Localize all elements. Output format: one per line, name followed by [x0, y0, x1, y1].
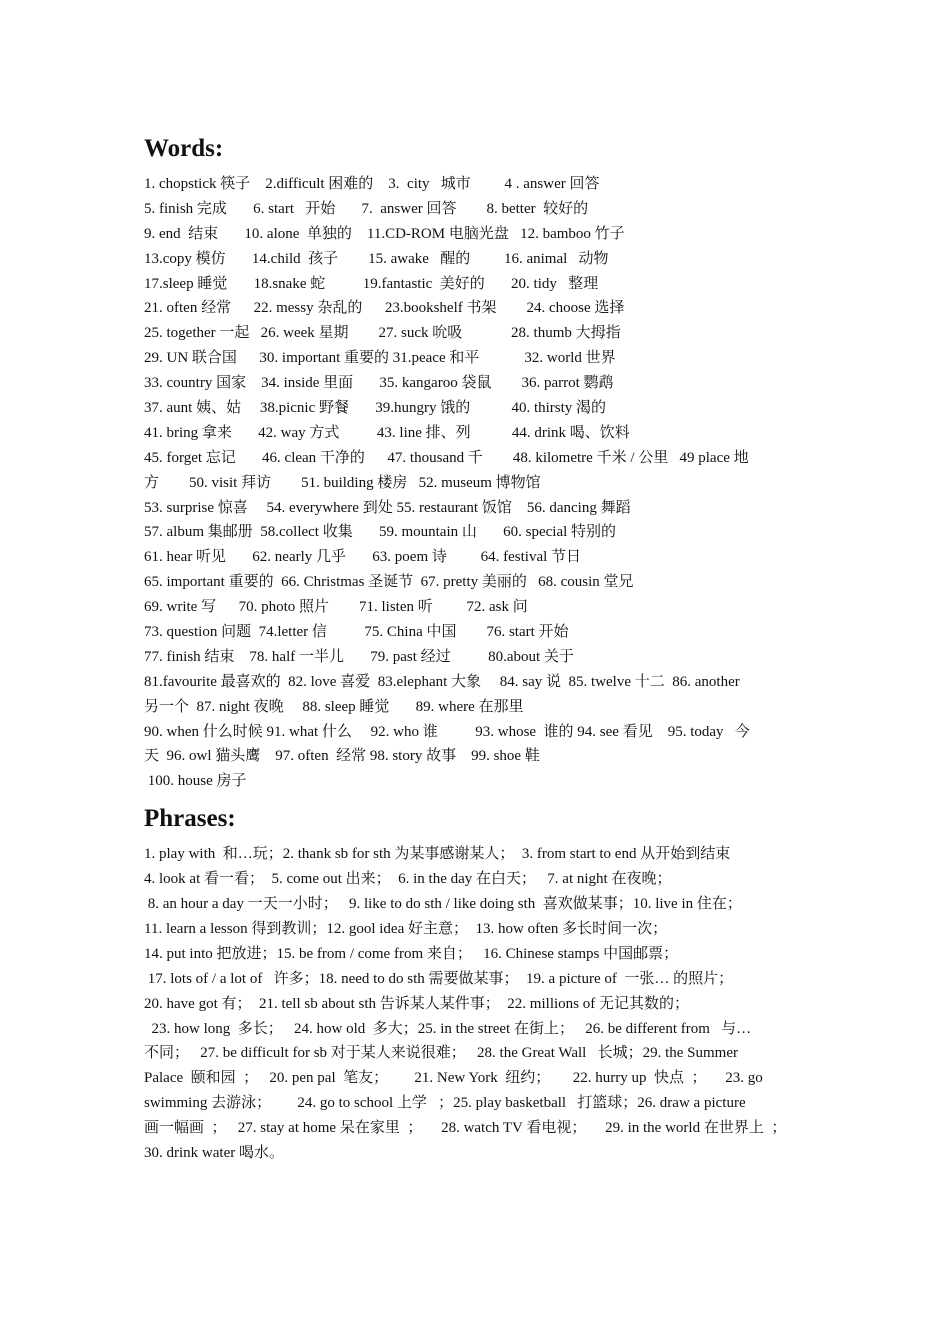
- phrases-line: Palace 颐和园 ； 20. pen pal 笔友； 21. New York 纽约； 22. hurry up 快点 ； 23. go: [144, 1070, 763, 1087]
- words-line: 100. house 房子: [144, 773, 247, 790]
- phrases-line: 11. learn a lesson 得到教训；12. gool idea 好主意； 13. how often 多长时间一次；: [144, 920, 668, 937]
- phrases-line: 30. drink water 喝水。: [144, 1144, 284, 1161]
- phrases-heading: Phrases:: [144, 805, 236, 833]
- words-line: 37. aunt 姨、姑 38.picnic 野餐 39.hungry 饿的 40. thirsty 渴的: [144, 400, 607, 417]
- words-line: 29. UN 联合国 30. important 重要的 31.peace 和平 32. world 世界: [144, 350, 616, 367]
- words-line: 65. important 重要的 66. Christmas 圣诞节 67. pretty 美丽的 68. cousin 堂兄: [144, 574, 634, 591]
- phrases-line: 画一幅画 ； 27. stay at home 呆在家里 ； 28. watch TV 看电视； 29. in the world 在世界上 ；: [144, 1120, 787, 1137]
- words-heading: Words:: [144, 135, 224, 162]
- words-line: 1. chopstick 筷子 2.difficult 困难的 3. city 城市 4 . answer 回答: [144, 176, 600, 192]
- phrases-line: 14. put into 把放进；15. be from / come from 来自； 16. Chinese stamps 中国邮票；: [144, 945, 679, 962]
- words-line: 21. often 经常 22. messy 杂乱的 23.bookshelf 书架 24. choose 选择: [144, 300, 625, 317]
- words-line: 61. hear 听见 62. nearly 几乎 63. poem 诗 64. festival 节日: [144, 549, 582, 566]
- words-section: [144, 130, 810, 794]
- words-line: 73. question 问题 74.letter 信 75. China 中国 76. start 开始: [144, 624, 569, 641]
- words-line: 另一个 87. night 夜晚 88. sleep 睡觉 89. where 在那里: [144, 698, 524, 715]
- words-line: 17.sleep 睡觉 18.snake 蛇 19.fantastic 美好的 20. tidy 整理: [144, 275, 599, 292]
- words-line: 77. finish 结束 78. half 一半儿 79. past 经过 80.about 关于: [144, 648, 574, 665]
- words-line: 69. write 写 70. photo 照片 71. listen 听 72. ask 问: [144, 599, 528, 616]
- phrases-line: 17. lots of / a lot of 许多；18. need to do sth 需要做某事； 19. a picture of 一张… 的照片；: [144, 970, 734, 987]
- phrases-line: 20. have got 有； 21. tell sb about sth 告诉某人某件事； 22. millions of 无记其数的；: [144, 995, 689, 1012]
- words-line: 45. forget 忘记 46. clean 干净的 47. thousand 千 48. kilometre 千米 / 公里 49 place 地: [144, 449, 749, 466]
- phrases-line: 4. look at 看一看； 5. come out 出来； 6. in the day 在白天； 7. at night 在夜晚；: [144, 871, 672, 888]
- words-line: 90. when 什么时候 91. what 什么 92. who 谁 93. whose 谁的 94. see 看见 95. today 今: [144, 723, 750, 740]
- phrases-section: [144, 800, 810, 1166]
- words-line: 33. country 国家 34. inside 里面 35. kangaroo 袋鼠 36. parrot 鹦鹉: [144, 375, 614, 392]
- words-line: 25. together 一起 26. week 星期 27. suck 吮吸 28. thumb 大拇指: [144, 325, 621, 342]
- words-line: 53. surprise 惊喜 54. everywhere 到处 55. restaurant 饭馆 56. dancing 舞蹈: [144, 499, 631, 516]
- phrases-line: 8. an hour a day 一天一小时； 9. like to do sth / like doing sth 喜欢做某事；10. live in 住在；: [144, 896, 742, 913]
- words-line: 13.copy 模仿 14.child 孩子 15. awake 醒的 16. animal 动物: [144, 250, 609, 267]
- phrases-line: 23. how long 多长； 24. how old 多大；25. in the street 在街上； 26. be different from 与…: [144, 1020, 752, 1037]
- words-line: 方 50. visit 拜访 51. building 楼房 52. museum 博物馆: [144, 474, 541, 491]
- words-line: 天 96. owl 猫头鹰 97. often 经常 98. story 故事 99. shoe 鞋: [144, 748, 540, 765]
- phrases-line: 1. play with 和…玩；2. thank sb for sth 为某事感谢某人； 3. from start to end 从开始到结束: [144, 846, 731, 863]
- document-page: [144, 130, 810, 1166]
- words-list: [144, 172, 810, 794]
- phrases-list: [144, 842, 810, 1166]
- words-line: 57. album 集邮册 58.collect 收集 59. mountain 山 60. special 特别的: [144, 524, 617, 541]
- words-line: 81.favourite 最喜欢的 82. love 喜爱 83.elephant 大象 84. say 说 85. twelve 十二 86. another: [144, 673, 740, 690]
- words-line: 5. finish 完成 6. start 开始 7. answer 回答 8. better 较好的: [144, 200, 589, 217]
- phrases-line: 不同； 27. be difficult for sb 对于某人来说很难； 28. the Great Wall 长城；29. the Summer: [144, 1045, 739, 1062]
- words-line: 41. bring 拿来 42. way 方式 43. line 排、列 44. drink 喝、饮料: [144, 424, 630, 441]
- words-line: 9. end 结束 10. alone 单独的 11.CD-ROM 电脑光盘 12. bamboo 竹子: [144, 225, 625, 242]
- phrases-line: swimming 去游泳； 24. go to school 上学 ；25. play basketball 打篮球；26. draw a picture: [144, 1095, 746, 1112]
